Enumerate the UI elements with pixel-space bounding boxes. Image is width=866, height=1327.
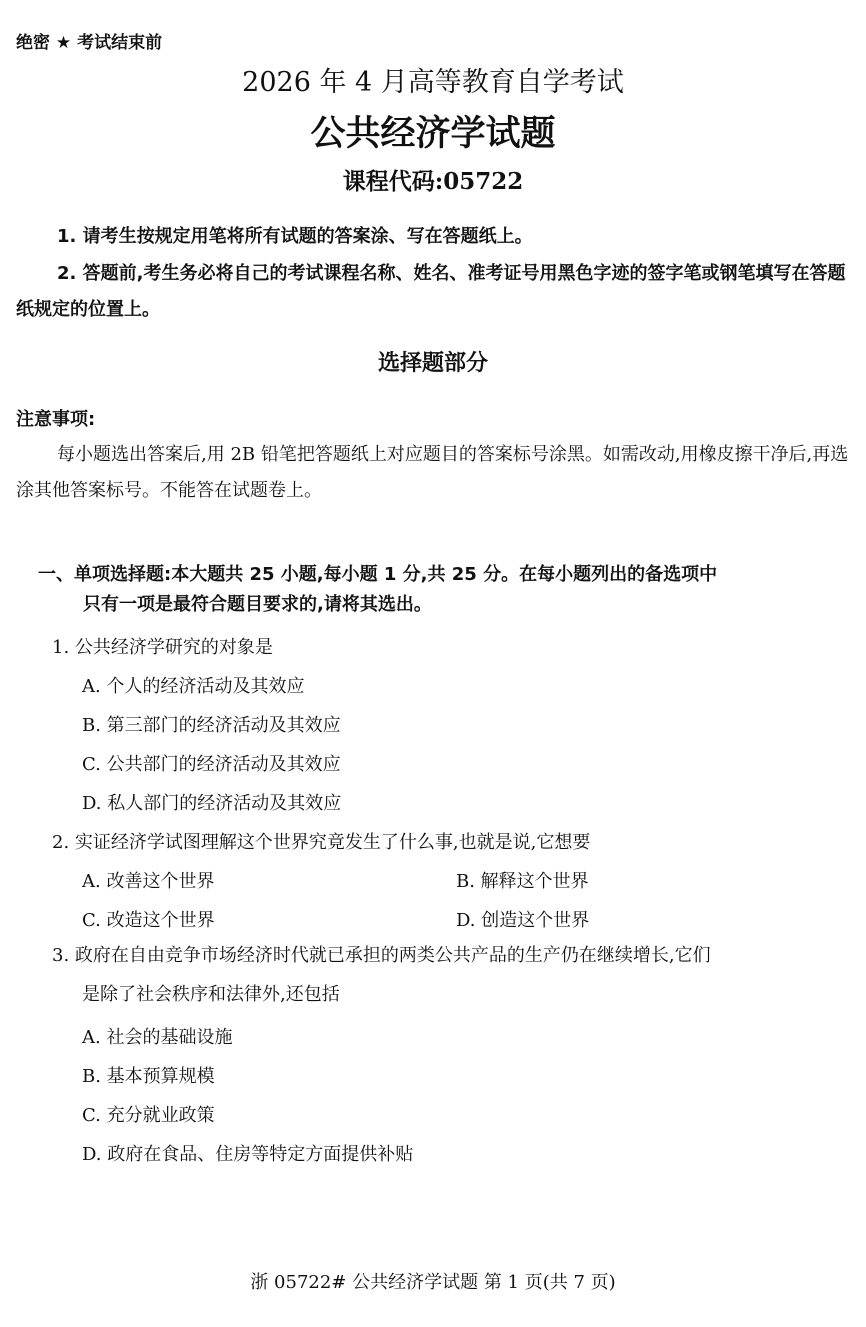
question-3-option-c: C. 充分就业政策 bbox=[82, 1105, 215, 1126]
question-2-option-a: A. 改善这个世界 bbox=[82, 871, 215, 892]
course-code: 课程代码:05722 bbox=[342, 168, 524, 195]
instruction-2: 2. 答题前,考生务必将自己的考试课程名称、姓名、准考证号用黑色字迹的签字笔或钢笔填写在答题纸规定的位置上。 bbox=[16, 263, 846, 320]
question-3-option-d: D. 政府在食品、住房等特定方面提供补贴 bbox=[82, 1144, 414, 1165]
notice-body: 每小题选出答案后,用 2B 铅笔把答题纸上对应题目的答案标号涂黑。如需改动,用橡皮擦干净后,再选涂其他答案标号。不能答在试题卷上。 bbox=[16, 444, 849, 501]
question-3-stem bbox=[52, 936, 842, 1014]
question-3-stem-line1: 3. 政府在自由竞争市场经济时代就已承担的两类公共产品的生产仍在继续增长,它们 bbox=[52, 945, 711, 966]
question-2-option-d: D. 创造这个世界 bbox=[456, 910, 590, 931]
question-1-stem: 1. 公共经济学研究的对象是 bbox=[52, 637, 273, 658]
instruction-1: 1. 请考生按规定用笔将所有试题的答案涂、写在答题纸上。 bbox=[57, 226, 533, 247]
page-footer: 浙 05722# 公共经济学试题 第 1 页(共 7 页) bbox=[250, 1272, 616, 1293]
question-1-option-d: D. 私人部门的经济活动及其效应 bbox=[82, 793, 342, 814]
question-3-option-b: B. 基本预算规模 bbox=[82, 1066, 215, 1087]
part-heading-line2: 只有一项是最符合题目要求的,请将其选出。 bbox=[83, 594, 432, 615]
question-2-option-c: C. 改造这个世界 bbox=[82, 910, 215, 931]
question-2-stem: 2. 实证经济学试图理解这个世界究竟发生了什么事,也就是说,它想要 bbox=[52, 832, 591, 853]
question-3-stem-line2: 是除了社会秩序和法律外,还包括 bbox=[82, 984, 340, 1005]
part-heading-line1: 一、单项选择题:本大题共 25 小题,每小题 1 分,共 25 分。在每小题列出的备选项中 bbox=[38, 564, 718, 585]
question-1-option-a: A. 个人的经济活动及其效应 bbox=[82, 676, 305, 697]
question-1-option-b: B. 第三部门的经济活动及其效应 bbox=[82, 715, 341, 736]
question-2-option-b: B. 解释这个世界 bbox=[456, 871, 589, 892]
question-3-option-a: A. 社会的基础设施 bbox=[82, 1027, 233, 1048]
section-title: 选择题部分 bbox=[377, 351, 488, 376]
secret-label: 绝密 ★ 考试结束前 bbox=[16, 33, 163, 53]
question-1-option-c: C. 公共部门的经济活动及其效应 bbox=[82, 754, 341, 775]
part-heading bbox=[38, 560, 838, 620]
notice-title: 注意事项: bbox=[16, 409, 96, 430]
exam-title: 2026 年 4 月高等教育自学考试 bbox=[242, 67, 624, 98]
subject-title: 公共经济学试题 bbox=[310, 113, 556, 154]
